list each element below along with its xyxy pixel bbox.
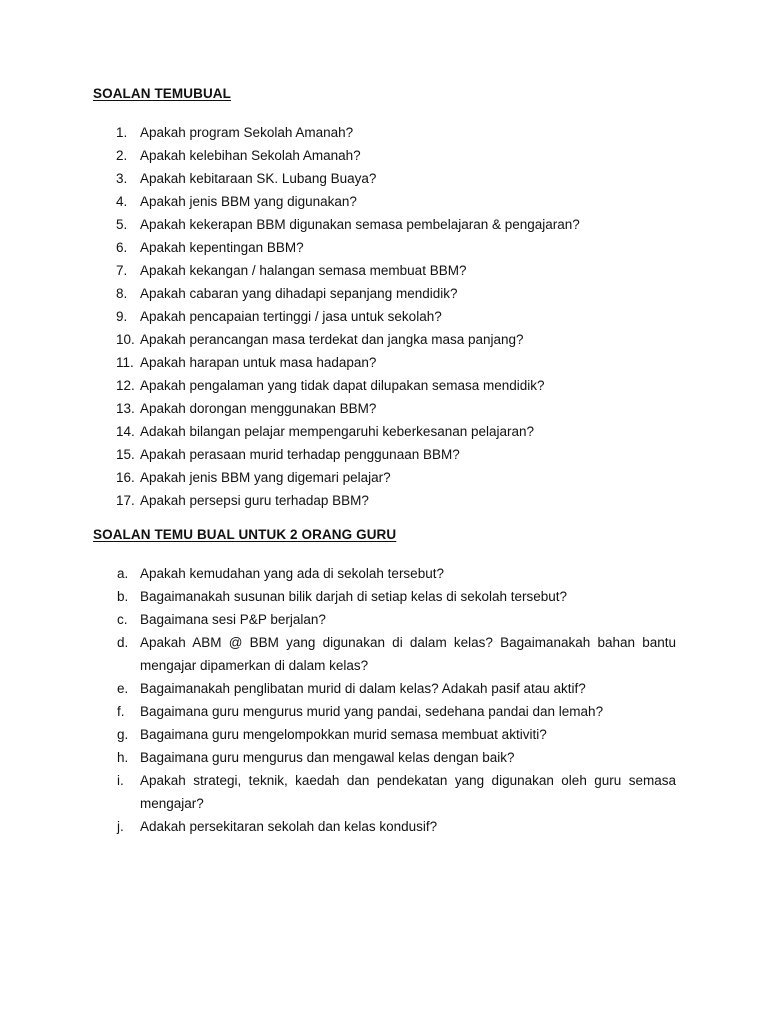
item-letter: c. <box>117 612 128 627</box>
list-item <box>0 723 768 746</box>
item-text: Adakah bilangan pelajar mempengaruhi keberkesanan pelajaran? <box>140 424 535 439</box>
item-number: 14. <box>116 424 135 439</box>
list-item <box>0 769 768 815</box>
item-number: 16. <box>116 470 135 485</box>
list-item <box>0 420 768 443</box>
item-text: Apakah harapan untuk masa hadapan? <box>140 355 377 370</box>
list-item <box>0 466 768 489</box>
interview-question-list <box>0 121 768 512</box>
item-text: Apakah kemudahan yang ada di sekolah tersebut? <box>140 566 444 581</box>
item-letter: f. <box>117 704 125 719</box>
list-item <box>0 562 768 585</box>
item-text: Bagaimanakah susunan bilik darjah di setiap kelas di sekolah tersebut? <box>140 589 568 604</box>
list-item <box>0 700 768 723</box>
item-text: Bagaimana guru mengurus murid yang pandai, sedehana pandai dan lemah? <box>140 704 604 719</box>
teacher-question-list <box>0 562 768 838</box>
item-text: Apakah jenis BBM yang digunakan? <box>140 194 357 209</box>
section-heading-teacher-interview: SOALAN TEMU BUAL UNTUK 2 ORANG GURU <box>93 527 397 542</box>
item-letter: g. <box>117 727 129 742</box>
item-letter: a. <box>117 566 129 581</box>
item-text: Apakah strategi, teknik, kaedah dan pendekatan yang digunakan oleh guru semasa mengajar? <box>140 773 676 811</box>
item-number: 6. <box>116 240 128 255</box>
item-text: Apakah kekerapan BBM digunakan semasa pembelajaran & pengajaran? <box>140 217 580 232</box>
item-text: Apakah pengalaman yang tidak dapat dilupakan semasa mendidik? <box>140 378 545 393</box>
item-letter: j. <box>117 819 124 834</box>
item-text: Bagaimana guru mengurus dan mengawal kelas dengan baik? <box>140 750 515 765</box>
item-text: Bagaimana guru mengelompokkan murid semasa membuat aktiviti? <box>140 727 547 742</box>
item-text: Apakah cabaran yang dihadapi sepanjang mendidik? <box>140 286 458 301</box>
item-text: Apakah jenis BBM yang digemari pelajar? <box>140 470 391 485</box>
item-number: 5. <box>116 217 128 232</box>
item-text: Apakah ABM @ BBM yang digunakan di dalam kelas? Bagaimanakah bahan bantu mengajar dipamerkan di dalam kelas? <box>140 635 676 673</box>
item-letter: b. <box>117 589 129 604</box>
list-item <box>0 397 768 420</box>
list-item <box>0 328 768 351</box>
item-text: Apakah pencapaian tertinggi / jasa untuk sekolah? <box>140 309 442 324</box>
item-number: 1. <box>116 125 128 140</box>
list-item <box>0 213 768 236</box>
list-item <box>0 677 768 700</box>
list-item <box>0 489 768 512</box>
item-text: Adakah persekitaran sekolah dan kelas kondusif? <box>140 819 438 834</box>
list-item <box>0 282 768 305</box>
item-text: Bagaimanakah penglibatan murid di dalam kelas? Adakah pasif atau aktif? <box>140 681 586 696</box>
item-text: Apakah persepsi guru terhadap BBM? <box>140 493 369 508</box>
item-text: Apakah dorongan menggunakan BBM? <box>140 401 377 416</box>
item-number: 15. <box>116 447 135 462</box>
item-text: Apakah kekangan / halangan semasa membuat BBM? <box>140 263 467 278</box>
item-letter: d. <box>117 635 129 650</box>
item-text: Apakah kelebihan Sekolah Amanah? <box>140 148 361 163</box>
list-item <box>0 144 768 167</box>
list-item <box>0 121 768 144</box>
item-text: Apakah kebitaraan SK. Lubang Buaya? <box>140 171 377 186</box>
list-item <box>0 305 768 328</box>
item-number: 4. <box>116 194 128 209</box>
item-number: 8. <box>116 286 128 301</box>
item-number: 3. <box>116 171 128 186</box>
item-number: 17. <box>116 493 135 508</box>
list-item <box>0 190 768 213</box>
section-heading-interview-questions: SOALAN TEMUBUAL <box>93 86 231 101</box>
item-number: 9. <box>116 309 128 324</box>
list-item <box>0 631 768 677</box>
item-number: 11. <box>116 355 134 370</box>
item-text: Apakah perasaan murid terhadap penggunaan BBM? <box>140 447 460 462</box>
list-item <box>0 443 768 466</box>
list-item <box>0 815 768 838</box>
list-item <box>0 608 768 631</box>
item-number: 12. <box>116 378 135 393</box>
item-letter: i. <box>117 773 124 788</box>
item-number: 2. <box>116 148 128 163</box>
item-number: 10. <box>116 332 135 347</box>
item-text: Apakah kepentingan BBM? <box>140 240 304 255</box>
item-number: 7. <box>116 263 128 278</box>
list-item <box>0 167 768 190</box>
item-text: Apakah program Sekolah Amanah? <box>140 125 354 140</box>
item-letter: h. <box>117 750 129 765</box>
item-letter: e. <box>117 681 129 696</box>
list-item <box>0 259 768 282</box>
list-item <box>0 351 768 374</box>
list-item <box>0 585 768 608</box>
list-item <box>0 236 768 259</box>
list-item <box>0 374 768 397</box>
item-text: Bagaimana sesi P&P berjalan? <box>140 612 326 627</box>
list-item <box>0 746 768 769</box>
item-text: Apakah perancangan masa terdekat dan jangka masa panjang? <box>140 332 524 347</box>
item-number: 13. <box>116 401 135 416</box>
